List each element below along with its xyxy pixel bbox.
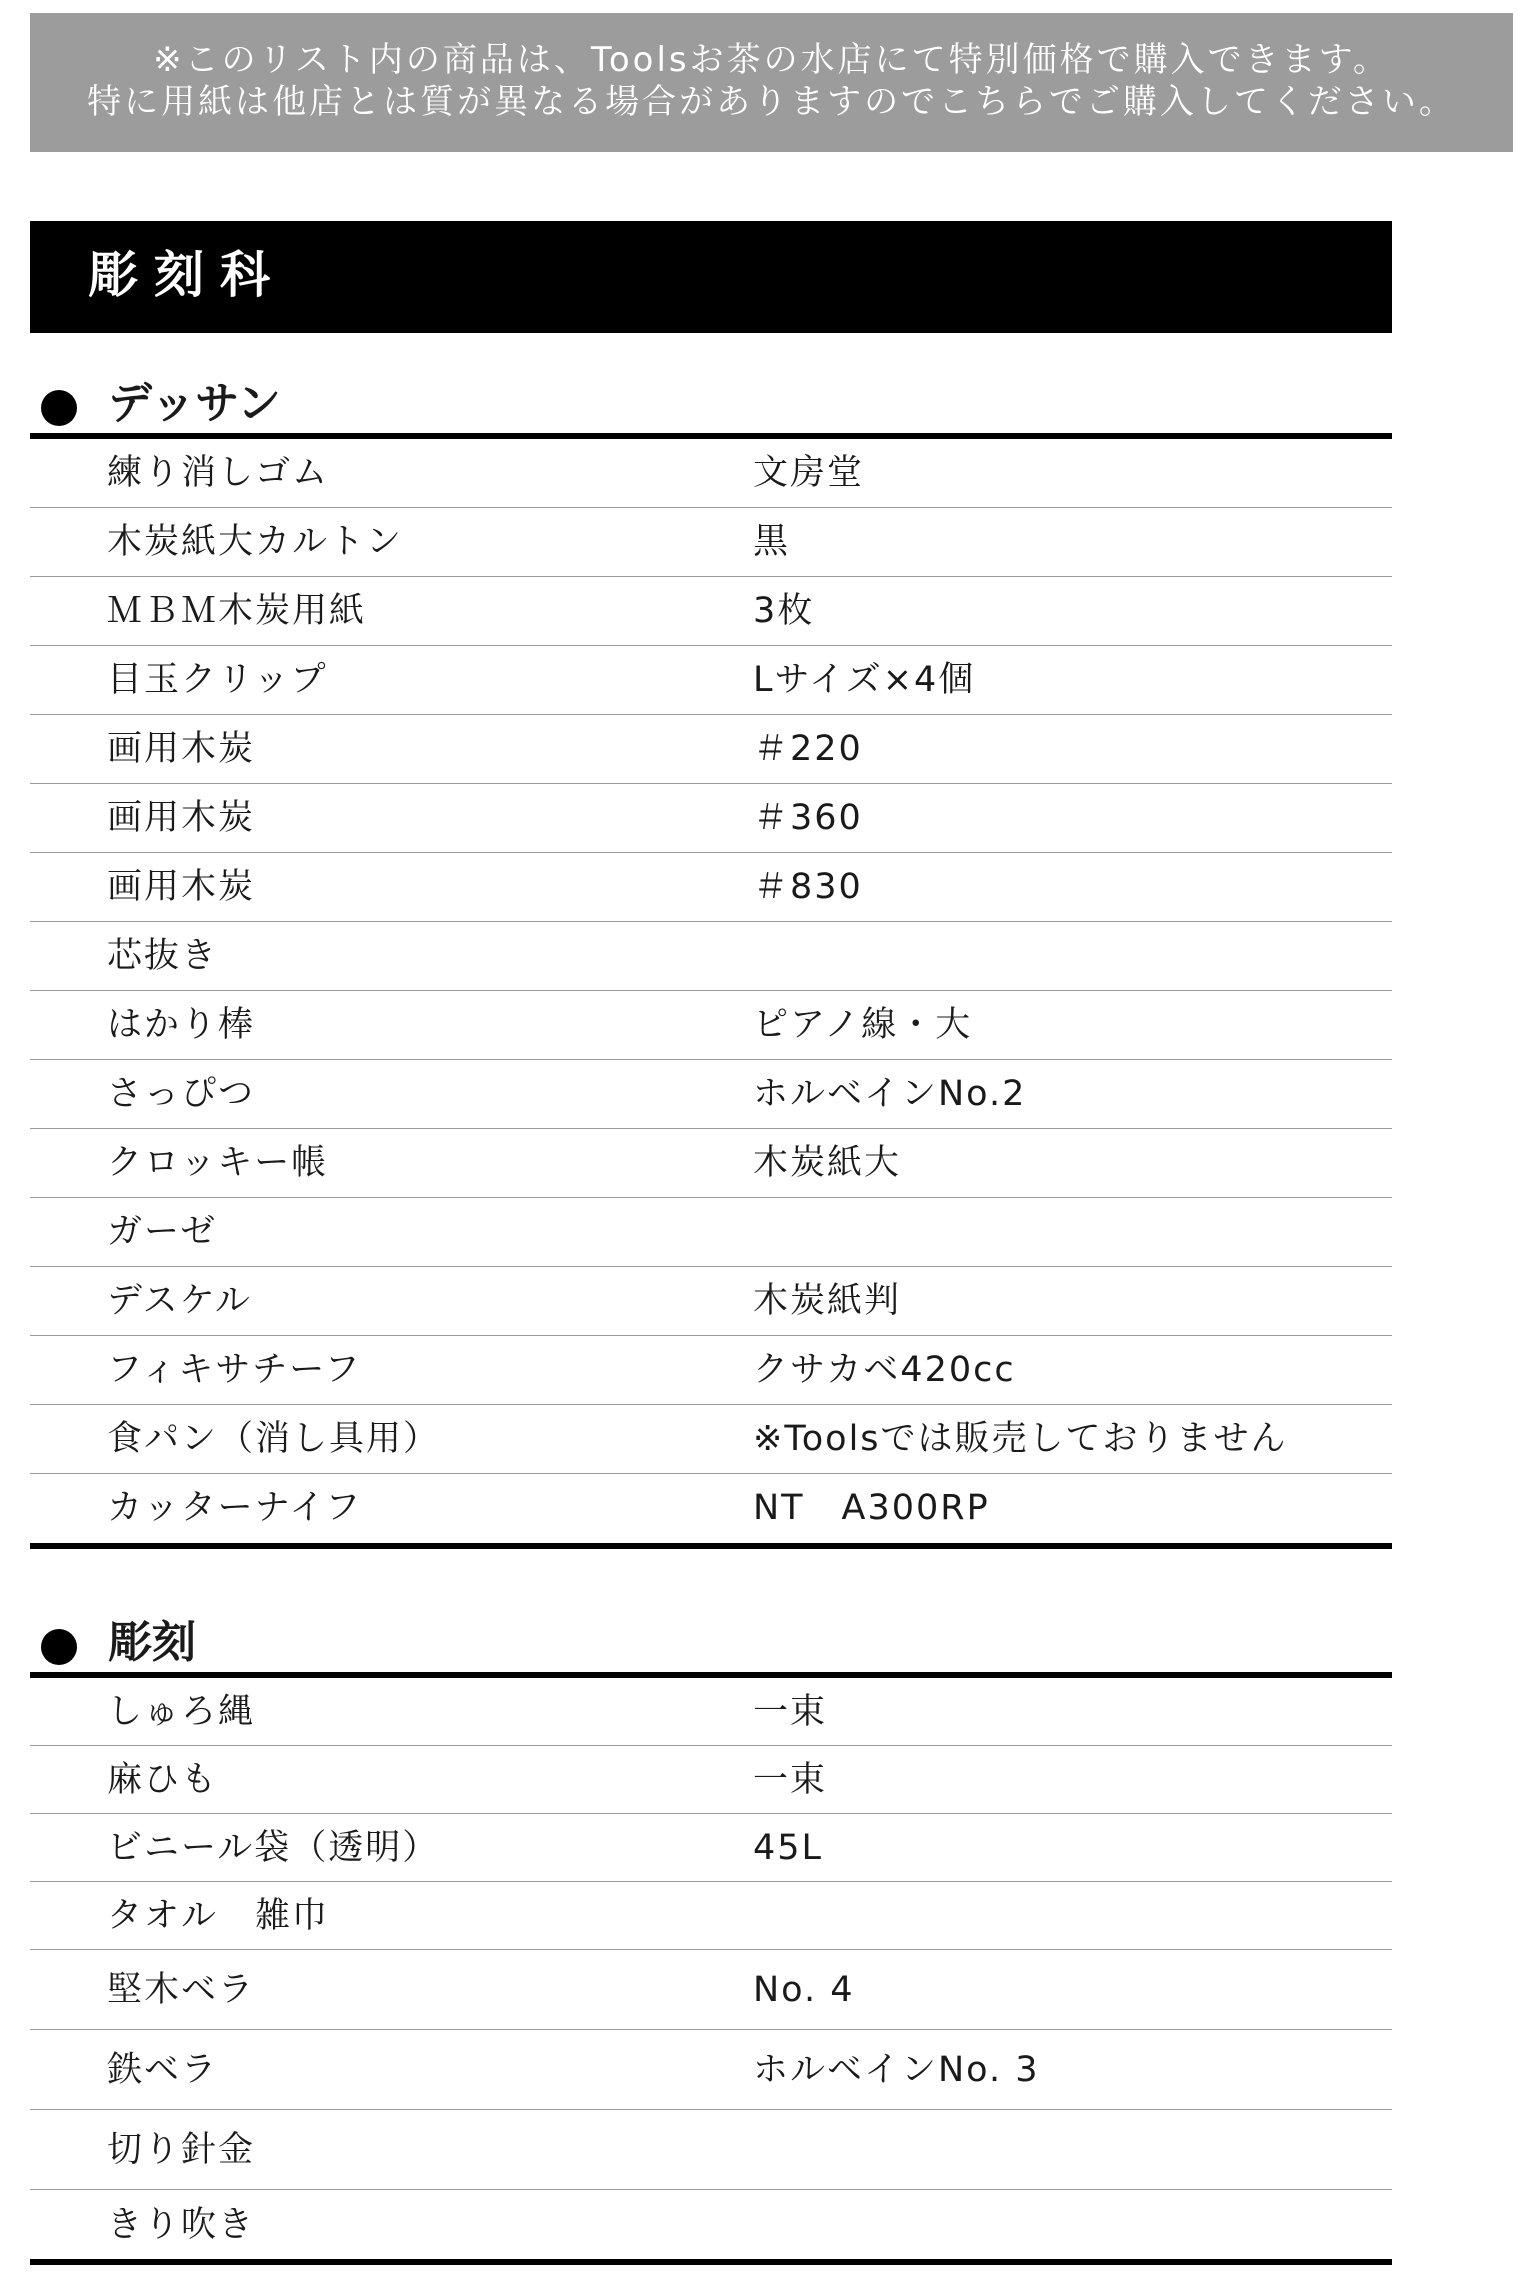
list-item (30, 2190, 1392, 2259)
list-item (30, 1267, 1392, 1336)
department-header (30, 221, 1392, 333)
item-name: 芯抜き (107, 936, 219, 976)
list-item (30, 439, 1392, 508)
item-name: タオル 雑巾 (107, 1896, 330, 1936)
list-item (30, 508, 1392, 577)
item-name: 画用木炭 (107, 798, 256, 838)
item-list (30, 439, 1392, 1543)
item-name: デスケル (107, 1281, 252, 1321)
item-value: ホルベインNo. 3 (753, 2050, 1040, 2090)
item-name: 麻ひも (107, 1760, 219, 1800)
list-item (30, 2110, 1392, 2190)
item-name: クロッキー帳 (107, 1143, 329, 1183)
item-name: 堅木ベラ (107, 1970, 256, 2010)
item-name: 木炭紙大カルトン (107, 522, 404, 562)
section-label: デッサン (108, 378, 281, 429)
item-value: クサカベ420cc (753, 1350, 1016, 1390)
item-value: ＃830 (753, 867, 863, 907)
section-sculpture (30, 1612, 1392, 2265)
section-bottom-rule (30, 2259, 1392, 2265)
item-value: 45L (753, 1828, 824, 1868)
list-item (30, 577, 1392, 646)
item-name: ビニール袋（透明） (107, 1828, 440, 1868)
item-name: 目玉クリップ (107, 660, 328, 700)
item-name: しゅろ縄 (107, 1692, 256, 1732)
item-name: 食パン（消し具用） (107, 1419, 441, 1459)
item-name: さっぴつ (107, 1074, 256, 1114)
list-item (30, 922, 1392, 991)
item-name: 鉄ベラ (107, 2050, 219, 2090)
bullet-icon (41, 1629, 77, 1665)
list-item (30, 1405, 1392, 1474)
list-item (30, 1746, 1392, 1814)
item-name: カッターナイフ (107, 1488, 363, 1528)
item-value: No. 4 (753, 1970, 855, 2010)
notice-line-2: 特に用紙は他店とは質が異なる場合がありますのでこちらでご購入してください。 (87, 82, 1456, 122)
item-name: きり吹き (107, 2205, 256, 2245)
list-item (30, 646, 1392, 715)
section-dessin (30, 373, 1392, 1549)
notice-line-1: ※このリスト内の商品は、Toolsお茶の水店にて特別価格で購入できます。 (153, 40, 1390, 80)
list-item (30, 1129, 1392, 1198)
item-value: 黒 (753, 522, 791, 562)
item-value: NT A300RP (753, 1488, 990, 1528)
item-name: 切り針金 (107, 2130, 256, 2170)
list-item (30, 2030, 1392, 2110)
item-name: はかり棒 (107, 1005, 256, 1045)
list-item (30, 1882, 1392, 1950)
list-item (30, 1198, 1392, 1267)
list-item (30, 1336, 1392, 1405)
item-name: ガーゼ (107, 1212, 218, 1252)
item-value: 木炭紙判 (753, 1281, 902, 1321)
section-bottom-rule (30, 1543, 1392, 1549)
item-value: ＃360 (753, 798, 863, 838)
list-item (30, 1814, 1392, 1882)
bullet-icon (41, 390, 77, 426)
item-name: 画用木炭 (107, 867, 256, 907)
notice-banner (30, 13, 1513, 152)
item-value: 木炭紙大 (753, 1143, 902, 1183)
department-title: 彫刻科 (88, 246, 286, 304)
item-name: フィキサチーフ (107, 1350, 362, 1390)
section-title (30, 1612, 1392, 1672)
list-item (30, 1678, 1392, 1746)
item-value: 一束 (753, 1760, 828, 1800)
item-value: ＃220 (753, 729, 863, 769)
list-item (30, 1060, 1392, 1129)
list-item (30, 1474, 1392, 1543)
list-item (30, 1950, 1392, 2030)
list-item (30, 853, 1392, 922)
item-name: 画用木炭 (107, 729, 256, 769)
item-value: ホルベインNo.2 (753, 1074, 1027, 1114)
item-value: 一束 (753, 1692, 828, 1732)
section-label: 彫刻 (108, 1617, 196, 1668)
item-list (30, 1678, 1392, 2259)
item-value: 3枚 (753, 591, 815, 631)
item-name: 練り消しゴム (107, 453, 330, 493)
section-title (30, 373, 1392, 433)
item-value: ※Toolsでは販売しておりません (753, 1419, 1288, 1459)
list-item (30, 991, 1392, 1060)
item-value: 文房堂 (753, 453, 865, 493)
item-value: ピアノ線・大 (753, 1005, 973, 1045)
list-item (30, 715, 1392, 784)
list-item (30, 784, 1392, 853)
item-name: ＭＢＭ木炭用紙 (107, 591, 367, 631)
item-value: Lサイズ×4個 (753, 660, 976, 700)
